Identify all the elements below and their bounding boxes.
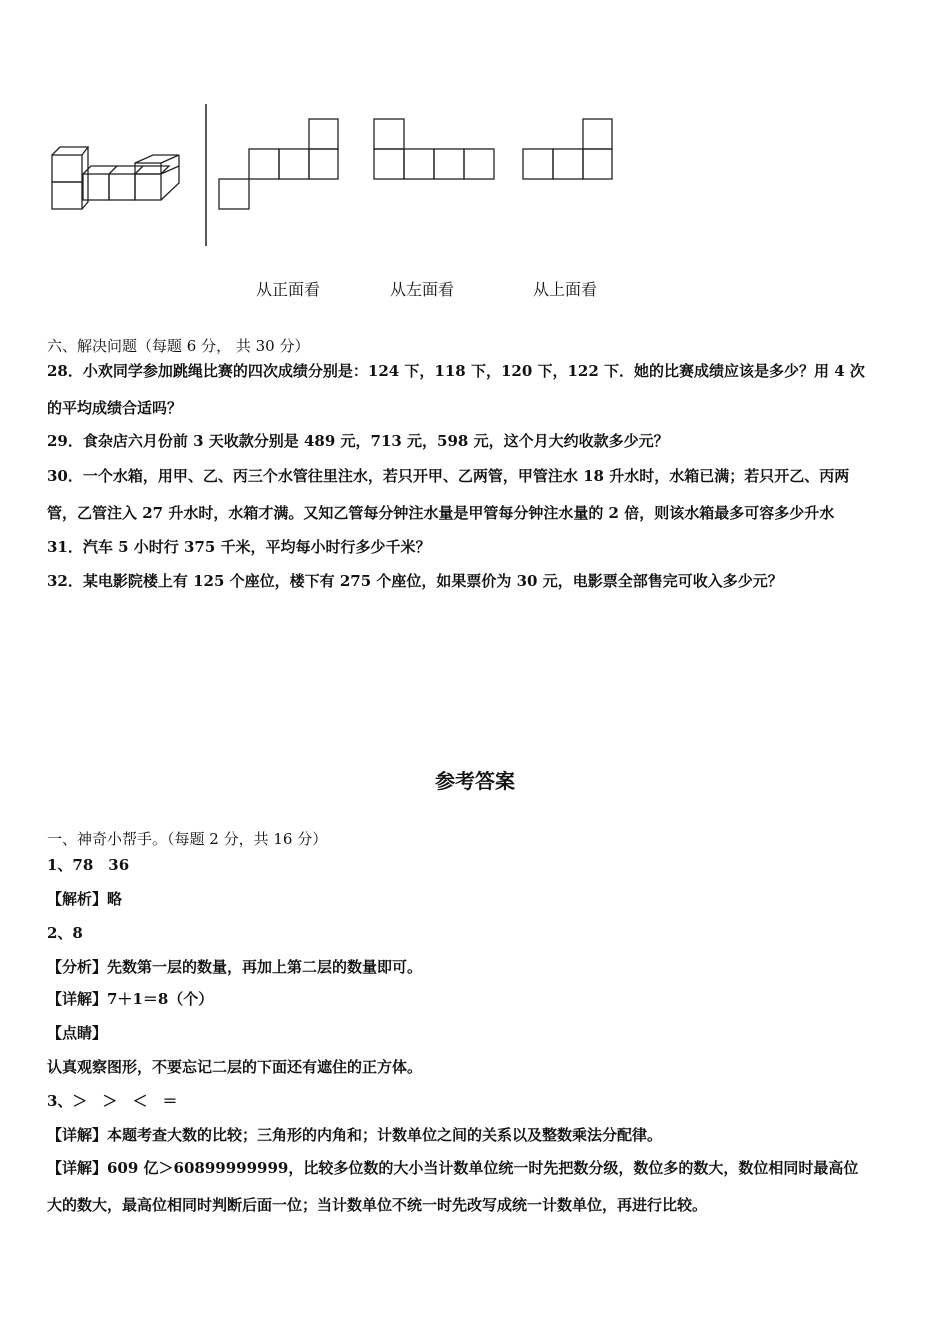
answer-2-point-text: 认真观察图形，不要忘记二层的下面还有遮住的正方体。 <box>47 1058 423 1076</box>
answer-3-detail2-line2: 大的数大，最高位相同时判断后面一位；当计数单位不统一时先改写成统一计数单位，再进行比较。 <box>47 1196 708 1214</box>
cube-stack-figure <box>0 0 950 330</box>
answer-2-point-label: 【点睛】 <box>47 1024 108 1042</box>
answer-3: 3、＞ ＞ ＜ ＝ <box>47 1092 178 1110</box>
answers-title: 参考答案 <box>435 769 515 793</box>
answer-2-detail: 【详解】7＋1＝8（个） <box>47 990 214 1008</box>
question-31: 31．汽车 5 小时行 375 千米，平均每小时行多少千米？ <box>47 538 431 556</box>
left-view-grid <box>374 119 494 179</box>
answers-section1-heading: 一、神奇小帮手。（每题 2 分，共 16 分） <box>47 830 328 848</box>
question-29: 29．食杂店六月份前 3 天收款分别是 489 元，713 元，598 元，这个月大约收款多少元？ <box>47 432 669 450</box>
answer-2-analysis: 【分析】先数第一层的数量，再加上第二层的数量即可。 <box>47 958 423 976</box>
question-28-line1: 28．小欢同学参加跳绳比赛的四次成绩分别是：124 下，118 下，120 下，122 下．她的比赛成绩应该是多少？用 4 次 <box>47 362 865 380</box>
front-view-label: 从正面看 <box>256 280 321 299</box>
answer-1: 1、78 36 <box>47 856 130 874</box>
answer-3-detail2-line1: 【详解】609 亿＞60899999999，比较多位数的大小当计数单位统一时先把数分级，数位多的数大，数位相同时最高位 <box>47 1159 859 1177</box>
front-view-grid <box>219 119 338 209</box>
question-32: 32．某电影院楼上有 125 个座位，楼下有 275 个座位，如果票价为 30 元，电影票全部售完可收入多少元？ <box>47 572 783 590</box>
answer-3-detail1: 【详解】本题考查大数的比较；三角形的内角和；计数单位之间的关系以及整数乘法分配律。 <box>47 1126 663 1144</box>
top-view-grid <box>523 119 612 179</box>
question-30-line1: 30．一个水箱，用甲、乙、丙三个水管往里注水，若只开甲、乙两管，甲管注水 18 升水时，水箱已满；若只开乙、丙两 <box>47 467 850 485</box>
answer-2: 2、8 <box>47 924 83 942</box>
question-28-line2: 的平均成绩合适吗？ <box>47 399 183 417</box>
left-view-label: 从左面看 <box>390 280 455 299</box>
answer-1-analysis: 【解析】略 <box>47 890 123 908</box>
section6-heading: 六、解决问题（每题 6 分， 共 30 分） <box>47 337 310 355</box>
question-30-line2: 管，乙管注入 27 升水时，水箱才满。又知乙管每分钟注水量是甲管每分钟注水量的 2 倍，则该水箱最多可容多少升水 <box>47 504 835 522</box>
top-view-label: 从上面看 <box>533 280 598 299</box>
